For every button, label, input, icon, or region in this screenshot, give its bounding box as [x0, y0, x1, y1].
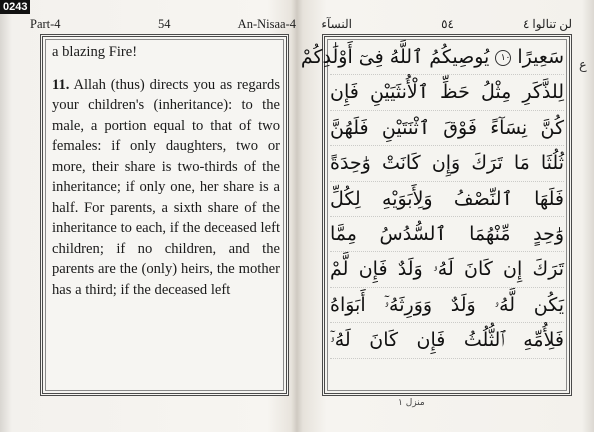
verse-text: Allah (thus) directs you as regards your children's (inheritance): to the male, a portion equal to that of two females: if only daughters, two or more, their share is two-thirds of the inheritance; if only one, her share is a half. For parents, a sixth share of the inheritance to each, if the deceased left children; if no children, and the parents are the (only) heirs, the mother has a third; if the deceased left — [52, 76, 280, 298]
arabic-text-block — [300, 40, 564, 359]
verse-paragraph — [52, 75, 280, 301]
manzil-footer-mark: منزل ١ — [398, 398, 425, 408]
arabic-line-5: فَلَهَا ٱلنِّصْفُ وَلِأَبَوَيْهِ لِكُلِّ — [330, 182, 564, 217]
left-page-header — [30, 17, 296, 31]
right-page-header — [312, 17, 582, 33]
right-header-part: لن تنالوا ٤ — [522, 17, 572, 31]
arabic-line-9: فَلِأُمِّهِ ٱلثُّلُثُ فَإِن كَانَ لَهُۥٓ — [330, 323, 564, 358]
arabic-line-3: كُنَّ نِسَآءً فَوْقَ ٱثْنَتَيْنِ فَلَهُنَّ — [330, 111, 564, 146]
continuation-paragraph: a blazing Fire! — [52, 44, 138, 60]
right-header-surah: النسآء — [321, 17, 352, 31]
left-header-surah: An-Nisaa-4 — [237, 17, 296, 31]
page-id-label: 0243 — [0, 0, 30, 14]
ayah-end-marker: ١٠ — [495, 50, 511, 66]
arabic-line-7: تَرَكَ إِن كَانَ لَهُۥ وَلَدٌ فَإِن لَّمْ — [330, 252, 564, 287]
translation-text — [52, 42, 280, 300]
arabic-line-4: ثُلُثَا مَا تَرَكَ وَإِن كَانَتْ وَٰحِدَةً — [330, 146, 564, 181]
ruku-side-mark: ع — [579, 58, 587, 73]
left-header-part: Part-4 — [30, 17, 61, 31]
arabic-line-1-start: سَعِيرًا — [517, 46, 564, 68]
right-header-page-number: ٥٤ — [441, 17, 454, 31]
arabic-line-1 — [300, 40, 564, 75]
verse-number: 11. — [52, 76, 70, 93]
arabic-line-8: يَكُن لَّهُۥ وَلَدٌ وَوَرِثَهُۥٓ أَبَوَاهُ — [330, 288, 564, 323]
arabic-line-2: لِلذَّكَرِ مِثْلُ حَظِّ ٱلْأُنثَيَيْنِ فَإِن — [330, 75, 564, 110]
arabic-line-6: وَٰحِدٍ مِّنْهُمَا ٱلسُّدُسُ مِمَّا — [330, 217, 564, 252]
left-header-page-number: 54 — [158, 17, 171, 31]
arabic-line-1-rest: يُوصِيكُمُ ٱللَّهُ فِىٓ أَوْلَٰدِكُمْ — [300, 46, 490, 68]
